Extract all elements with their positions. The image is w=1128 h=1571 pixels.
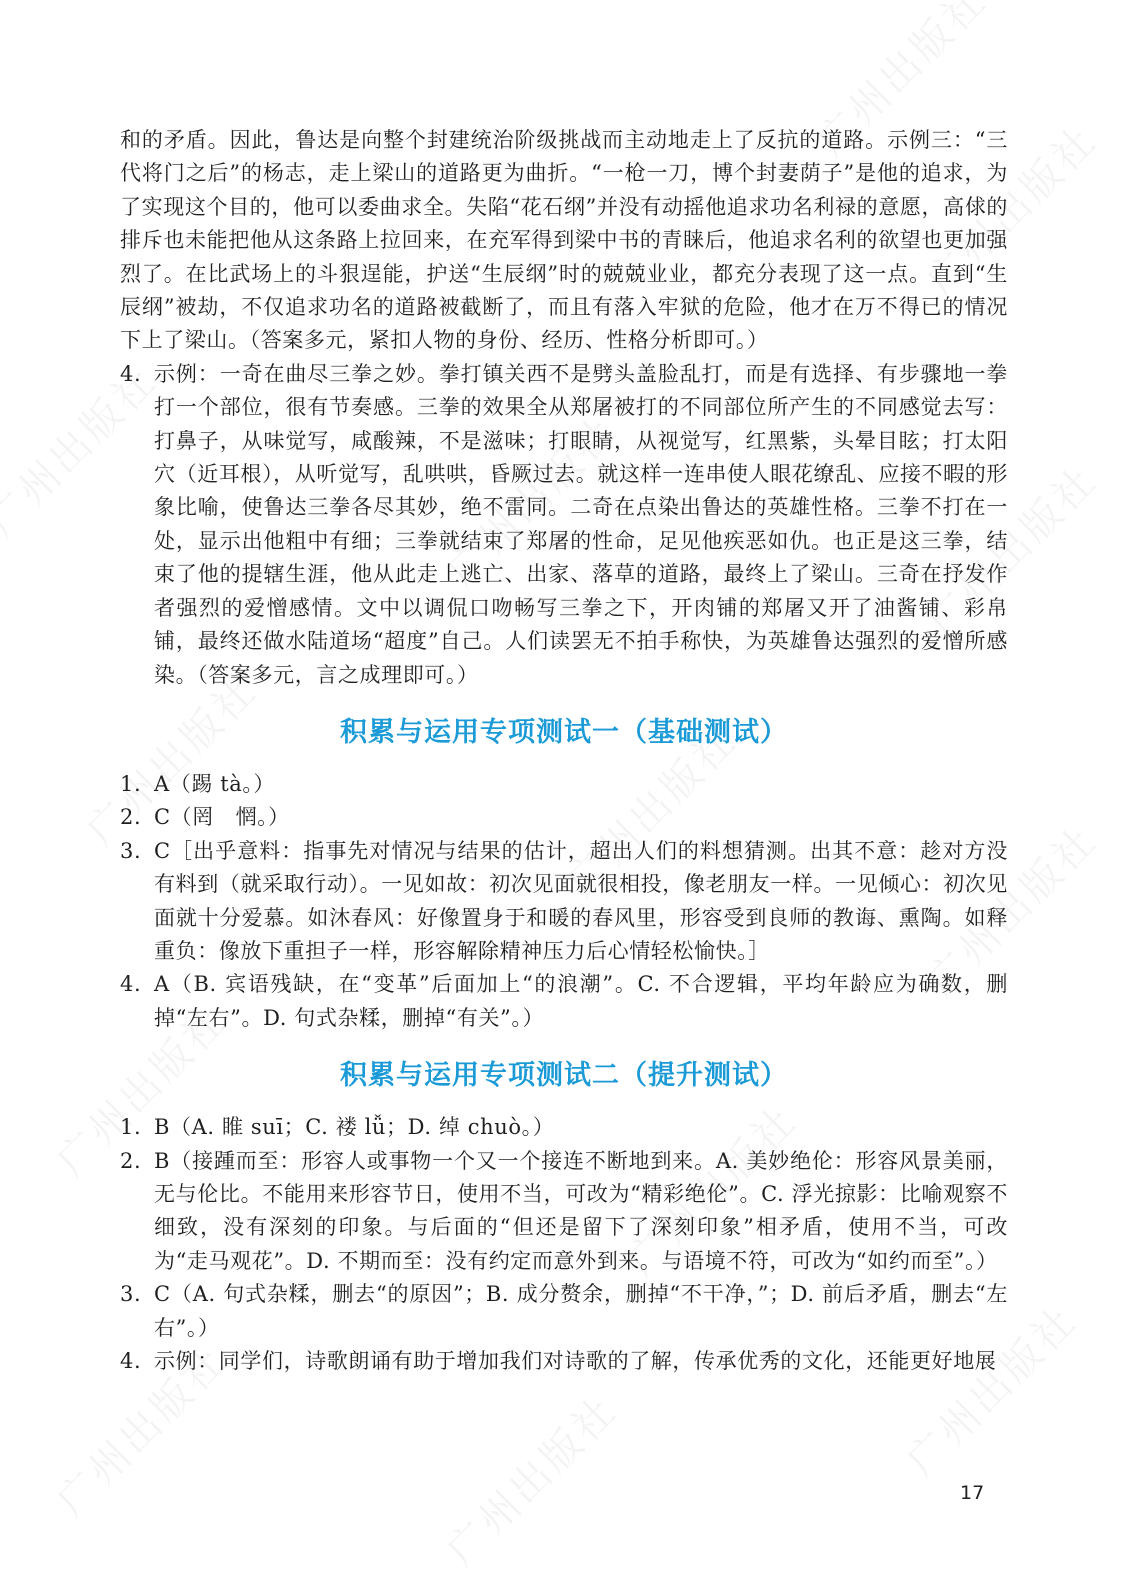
item-number: 2. [120,1148,142,1173]
answer-item [120,358,1008,692]
answer-item [120,801,1008,834]
item-number: 3. [120,1282,142,1307]
page-number: 17 [960,1482,985,1504]
item-text: 示例：同学们，诗歌朗诵有助于增加我们对诗歌的了解，传承优秀的文化，还能更好地展 [154,1349,997,1373]
answer-item [120,768,1008,801]
watermark [432,1381,628,1571]
item-number: 3. [120,838,142,863]
item-text: C［出乎意料：指事先对情况与结果的估计，超出人们的料想猜测。出其不意：趁对方没有料到（就采取行动）。一见如故：初次见面就很相投，像老朋友一样。一见倾心：初次见面就十分爱慕。如沐春风：好像置身于和暖的春风里，形容受到良师的教诲、熏陶。如释重负：像放下重担子一样，形容解除精神压力后心情轻松愉快。］ [154,838,1008,963]
item-number: 2. [120,805,142,830]
section-heading: 积累与运用专项测试一（基础测试） [340,716,788,748]
answer-item [120,1345,1008,1378]
continued-paragraph: 和的矛盾。因此，鲁达是向整个封建统治阶级挑战而主动地走上了反抗的道路。示例三：“三代将门之后”的杨志，走上梁山的道路更为曲折。“一枪一刀，博个封妻荫子”是他的追求，为了实现这个目的，他可以委曲求全。失陷“花石纲”并没有动摇他追求功名利禄的意愿，高俅的排斥也未能把他从这条路上拉回来，在充军得到梁中书的青睐后，他追求名利的欲望也更加强烈了。在比武场上的斗狠逞能，护送“生辰纲”时的兢兢业业，都充分表现了这一点。直到“生辰纲”被劫，不仅追求功名的道路被截断了，而且有落入牢狱的危险，他才在万不得已的情况下上了梁山。（答案多元，紧扣人物的身份、经历、性格分析即可。） [120,128,1008,353]
item-text: 示例：一奇在曲尽三拳之妙。拳打镇关西不是劈头盖脸乱打，而是有选择、有步骤地一拳打一个部位，很有节奏感。三拳的效果全从郑屠被打的不同部位所产生的不同感觉去写：打鼻子，从味觉写，咸酸辣，不是滋味；打眼睛，从视觉写，红黑紫，头晕目眩；打太阳穴（近耳根），从听觉写，乱哄哄，昏厥过去。就这样一连串使人眼花缭乱、应接不暇的形象比喻，使鲁达三拳各尽其妙，绝不雷同。二奇在点染出鲁达的英雄性格。三拳不打在一处，显示出他粗中有细；三拳就结束了郑屠的性命，足见他疾恶如仇。也正是这三拳，结束了他的提辖生涯，他从此走上逃亡、出家、落草的道路，最终上了梁山。三奇在抒发作者强烈的爱憎感情。文中以调侃口吻畅写三拳之下，开肉铺的郑屠又开了油酱铺、彩帛铺，最终还做水陆道场“超度”自己。人们读罢无不拍手称快，为英雄鲁达强烈的爱憎所感染。（答案多元，言之成理即可。） [154,361,1008,687]
item-text: B（接踵而至：形容人或事物一个又一个接连不断地到来。A. 美妙绝伦：形容风景美丽，无与伦比。不能用来形容节日，使用不当，可改为“精彩绝伦”。C. 浮光掠影：比喻观察不细致，没有深刻的印象。与后面的“但还是留下了深刻印象”相矛盾，使用不当，可改为“走马观花”。D. 不期而至：没有约定而意外到来。与语境不符，可改为“如约而至”。） [154,1148,1008,1273]
item-number: 1. [120,771,142,796]
item-number: 4. [120,1349,142,1373]
item-number: 4. [120,972,142,997]
item-text: C（罔 惘。） [154,805,290,830]
answer-item [120,1278,1008,1345]
item-text: A（B. 宾语残缺，在“变革”后面加上“的浪潮”。C. 不合逻辑，平均年龄应为确数，删掉“左右”。D. 句式杂糅，删掉“有关”。） [154,972,1008,1030]
answer-item [120,835,1008,969]
answer-item [120,1111,1008,1144]
item-text: A（踢 tà。） [154,771,276,796]
section-heading: 积累与运用专项测试二（提升测试） [340,1060,788,1092]
item-text: C（A. 句式杂糅，删去“的原因”；B. 成分赘余，删掉“不干净，”；D. 前后矛盾，删去“左右”。） [154,1282,1008,1340]
item-text: B（A. 睢 suī；C. 褛 lǚ；D. 绰 chuò。） [154,1115,555,1140]
answer-item [120,1145,1008,1279]
answer-item [120,968,1008,1035]
item-number: 4. [120,361,142,386]
page-content [120,124,1008,1378]
item-number: 1. [120,1115,142,1140]
